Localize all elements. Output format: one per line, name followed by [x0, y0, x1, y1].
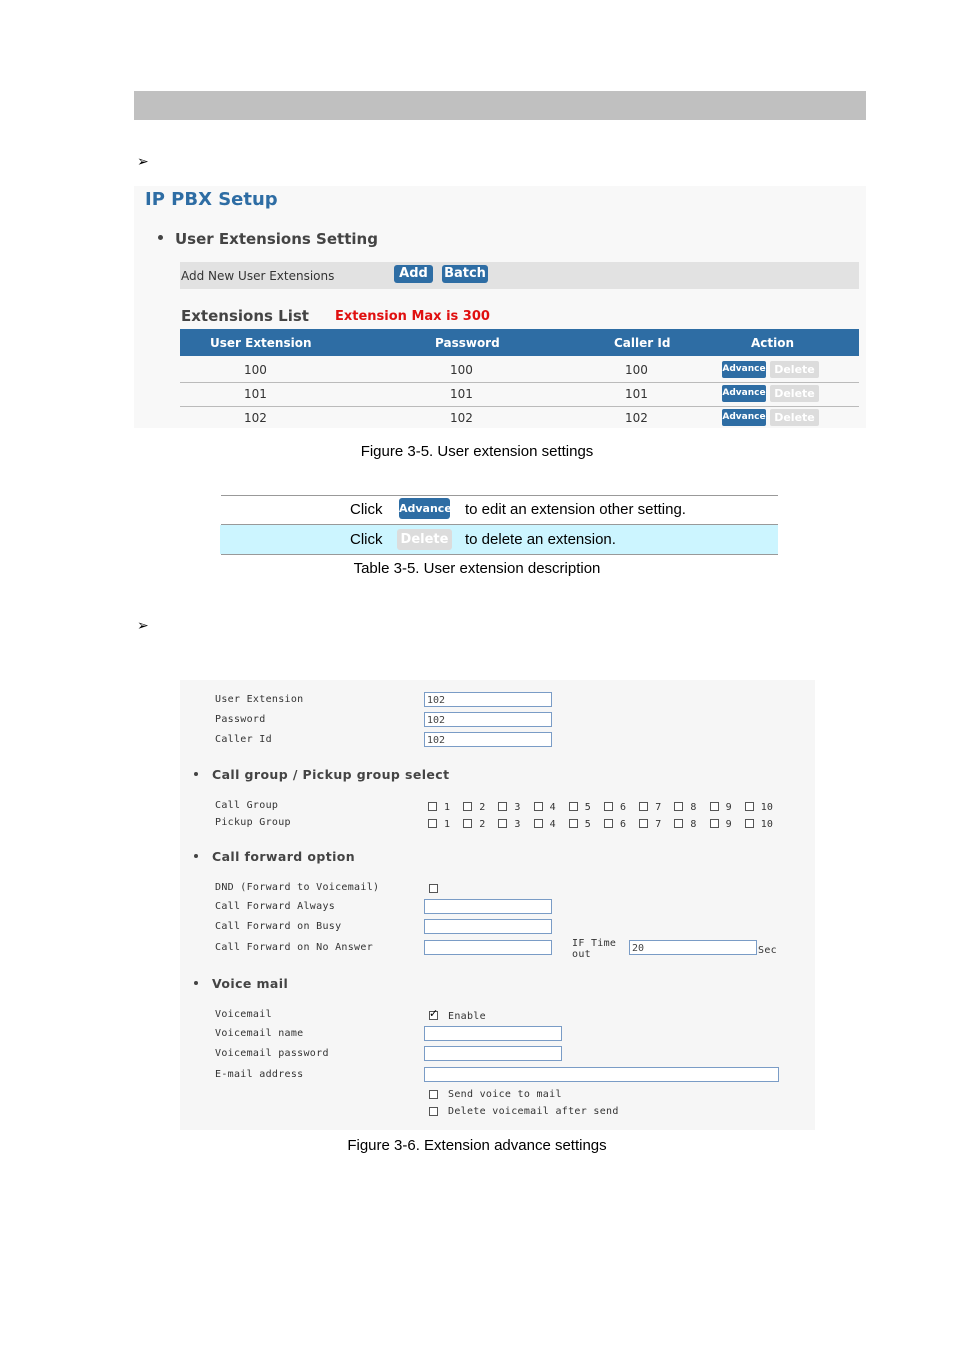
email-label: E-mail address	[215, 1069, 304, 1080]
cell-caller-id: 101	[625, 387, 648, 401]
pickup-group-checkbox-9[interactable]	[710, 819, 719, 828]
click-label: Click	[350, 531, 383, 548]
figure-caption: Figure 3-6. Extension advance settings	[347, 1137, 607, 1154]
extension-max-note: Extension Max is 300	[335, 309, 490, 324]
voicemail-password-label: Voicemail password	[215, 1048, 329, 1059]
pickup-group-label: Pickup Group	[215, 817, 291, 828]
forward-busy-label: Call Forward on Busy	[215, 921, 342, 932]
pickup-group-checkbox-3[interactable]	[498, 819, 507, 828]
timeout-input[interactable]: 20	[629, 940, 757, 955]
pickup-group-number: 1	[444, 819, 451, 830]
voicemail-password-input[interactable]	[424, 1046, 562, 1061]
call-group-checkbox-6[interactable]	[604, 802, 613, 811]
caller-id-label: Caller Id	[215, 734, 272, 745]
call-group-checkbox-5[interactable]	[569, 802, 578, 811]
figure-user-extensions	[134, 186, 866, 428]
add-button[interactable]: Add	[394, 265, 433, 283]
pickup-group-number: 7	[655, 819, 662, 830]
pickup-group-checkbox-6[interactable]	[604, 819, 613, 828]
advance-button[interactable]: Advance	[722, 409, 766, 426]
advance-button[interactable]: Advance	[399, 498, 450, 519]
cell-extension: 102	[244, 411, 267, 425]
pickup-group-number: 5	[584, 819, 591, 830]
call-group-number: 8	[690, 802, 697, 813]
user-extension-label: User Extension	[215, 694, 304, 705]
dnd-label: DND (Forward to Voicemail)	[215, 882, 380, 893]
cell-extension: 101	[244, 387, 267, 401]
pickup-group-checkbox-10[interactable]	[745, 819, 754, 828]
voicemail-name-label: Voicemail name	[215, 1028, 304, 1039]
bullet-dot-icon	[194, 772, 198, 776]
table-row	[180, 406, 859, 430]
voicemail-section-heading: Voice mail	[194, 976, 288, 991]
extensions-list-title: Extensions List	[181, 307, 309, 325]
call-group-checkbox-4[interactable]	[534, 802, 543, 811]
call-group-number: 2	[479, 802, 486, 813]
cell-caller-id: 100	[625, 363, 648, 377]
advance-button[interactable]: Advance	[722, 361, 766, 378]
cell-password: 101	[450, 387, 473, 401]
table-rule	[221, 524, 778, 525]
description-text: to edit an extension other setting.	[465, 501, 686, 518]
bullet-dot-icon	[194, 981, 198, 985]
delete-button[interactable]: Delete	[397, 529, 452, 550]
forward-always-input[interactable]	[424, 899, 552, 914]
call-group-checkbox-8[interactable]	[674, 802, 683, 811]
delete-after-label: Delete voicemail after send	[448, 1106, 619, 1117]
cell-password: 102	[450, 411, 473, 425]
pickup-group-checkbox-8[interactable]	[674, 819, 683, 828]
call-group-number: 5	[584, 802, 591, 813]
delete-after-checkbox[interactable]	[429, 1107, 438, 1116]
col-action: Action	[751, 336, 795, 350]
timeout-label-2: out	[572, 949, 591, 960]
advance-button[interactable]: Advance	[722, 385, 766, 402]
pickup-group-number: 3	[514, 819, 521, 830]
add-extension-bar	[180, 262, 859, 289]
dnd-checkbox[interactable]	[429, 884, 438, 893]
send-voice-checkbox[interactable]	[429, 1090, 438, 1099]
page-title: IP PBX Setup	[145, 189, 278, 210]
table-header	[180, 329, 859, 356]
section-heading: User Extensions Setting	[158, 230, 378, 248]
forward-busy-input[interactable]	[424, 919, 552, 934]
pickup-group-number: 9	[725, 819, 732, 830]
call-group-checkbox-7[interactable]	[639, 802, 648, 811]
send-voice-label: Send voice to mail	[448, 1089, 562, 1100]
call-group-checkbox-1[interactable]	[428, 802, 437, 811]
voicemail-enable-checkbox[interactable]	[429, 1011, 438, 1020]
pickup-group-checkbox-2[interactable]	[463, 819, 472, 828]
table-row	[180, 382, 859, 407]
col-password: Password	[435, 336, 500, 350]
forward-section-heading: Call forward option	[194, 849, 355, 864]
voicemail-label: Voicemail	[215, 1009, 272, 1020]
forward-noanswer-input[interactable]	[424, 940, 552, 955]
batch-button[interactable]: Batch	[442, 265, 488, 283]
bullet-dot-icon	[158, 235, 163, 240]
figure-caption: Figure 3-5. User extension settings	[360, 443, 594, 460]
forward-noanswer-label: Call Forward on No Answer	[215, 942, 374, 953]
voicemail-enable-label: Enable	[448, 1011, 486, 1022]
call-group-number: 10	[760, 802, 773, 813]
delete-button[interactable]: Delete	[770, 361, 819, 378]
timeout-unit: Sec	[758, 945, 777, 956]
click-label: Click	[350, 501, 383, 518]
delete-button[interactable]: Delete	[770, 385, 819, 402]
table-rule	[221, 495, 778, 496]
description-text: to delete an extension.	[465, 531, 616, 548]
call-group-checkbox-10[interactable]	[745, 802, 754, 811]
voicemail-name-input[interactable]	[424, 1026, 562, 1041]
pickup-group-checkbox-1[interactable]	[428, 819, 437, 828]
pickup-group-number: 6	[620, 819, 627, 830]
table-rule	[221, 554, 778, 555]
arrow-bullet-icon: ➢	[137, 618, 149, 634]
figure-advance-settings	[180, 680, 815, 1130]
pickup-group-checkbox-5[interactable]	[569, 819, 578, 828]
forward-always-label: Call Forward Always	[215, 901, 336, 912]
bullet-dot-icon	[194, 854, 198, 858]
call-group-checkbox-3[interactable]	[498, 802, 507, 811]
call-group-number: 1	[444, 802, 451, 813]
cell-extension: 100	[244, 363, 267, 377]
group-section-heading: Call group / Pickup group select	[194, 767, 449, 782]
delete-button[interactable]: Delete	[770, 409, 819, 426]
password-label: Password	[215, 714, 266, 725]
cell-password: 100	[450, 363, 473, 377]
password-input[interactable]: 102	[424, 712, 552, 727]
call-group-number: 3	[514, 802, 521, 813]
user-extension-input[interactable]: 102	[424, 692, 552, 707]
call-group-checkbox-9[interactable]	[710, 802, 719, 811]
call-group-number: 4	[549, 802, 556, 813]
pickup-group-checkbox-7[interactable]	[639, 819, 648, 828]
pickup-group-checkbox-4[interactable]	[534, 819, 543, 828]
pickup-group-number: 10	[760, 819, 773, 830]
col-caller-id: Caller Id	[614, 336, 671, 350]
pickup-group-number: 2	[479, 819, 486, 830]
pickup-group-number: 4	[549, 819, 556, 830]
call-group-checkbox-2[interactable]	[463, 802, 472, 811]
page-header-bar	[134, 91, 866, 120]
add-extension-label: Add New User Extensions	[181, 269, 335, 283]
arrow-bullet-icon: ➢	[137, 154, 149, 170]
call-group-number: 6	[620, 802, 627, 813]
call-group-label: Call Group	[215, 800, 279, 811]
timeout-label: IF Time	[572, 938, 617, 949]
call-group-number: 7	[655, 802, 662, 813]
col-user-extension: User Extension	[210, 336, 312, 350]
call-group-number: 9	[725, 802, 732, 813]
cell-caller-id: 102	[625, 411, 648, 425]
caller-id-input[interactable]: 102	[424, 732, 552, 747]
email-input[interactable]	[424, 1067, 779, 1082]
pickup-group-number: 8	[690, 819, 697, 830]
table-caption: Table 3-5. User extension description	[353, 560, 601, 577]
table-row	[180, 358, 859, 383]
